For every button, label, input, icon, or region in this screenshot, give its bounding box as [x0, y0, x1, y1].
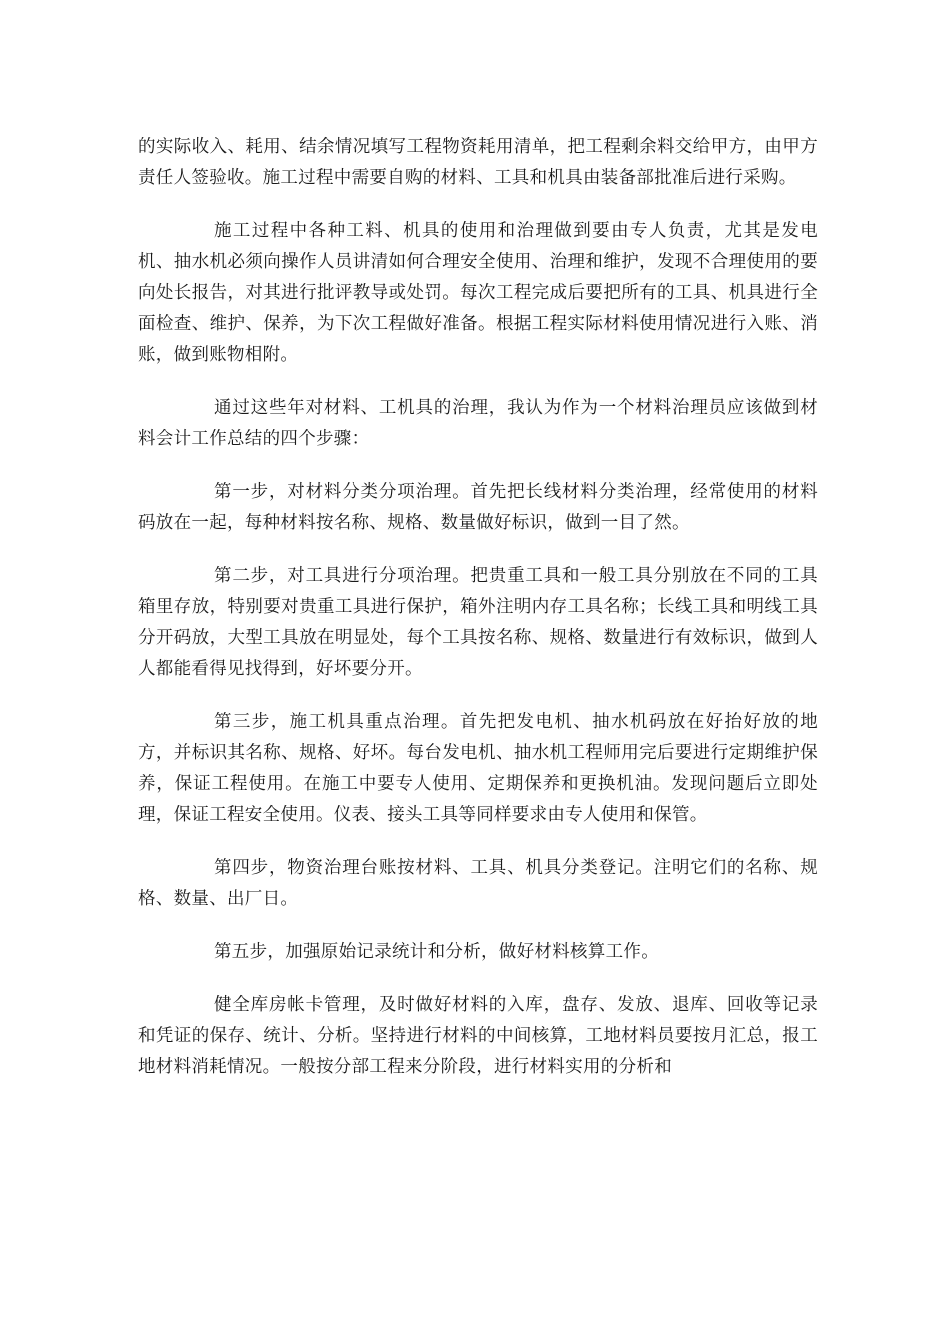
document-body	[138, 132, 818, 1083]
paragraph-6: 第三步，施工机具重点治理。首先把发电机、抽水机码放在好抬好放的地方，并标识其名称、规格、好坏。每台发电机、抽水机工程师用完后要进行定期维护保养，保证工程使用。在施工中要专人使用、定期保养和更换机油。发现问题后立即处理，保证工程安全使用。仪表、接头工具等同样要求由专人使用和保管。	[138, 712, 818, 825]
paragraph-2: 施工过程中各种工料、机具的使用和治理做到要由专人负责，尤其是发电机、抽水机必须向操作人员讲清如何合理安全使用、治理和维护，发现不合理使用的要向处长报告，对其进行批评教导或处罚。每次工程完成后要把所有的工具、机具进行全面检查、维护、保养，为下次工程做好准备。根据工程实际材料使用情况进行入账、消账，做到账物相附。	[138, 221, 818, 365]
paragraph-9: 健全库房帐卡管理，及时做好材料的入库，盘存、发放、退库、回收等记录和凭证的保存、统计、分析。坚持进行材料的中间核算，工地材料员要按月汇总，报工地材料消耗情况。一般按分部工程来分阶段，进行材料实用的分析和	[138, 995, 818, 1077]
paragraph-8: 第五步，加强原始记录统计和分析，做好材料核算工作。	[214, 942, 659, 962]
paragraph-7: 第四步，物资治理台账按材料、工具、机具分类登记。注明它们的名称、规格、数量、出厂日。	[138, 858, 818, 909]
paragraph-5: 第二步，对工具进行分项治理。把贵重工具和一般工具分别放在不同的工具箱里存放，特别要对贵重工具进行保护，箱外注明内存工具名称；长线工具和明线工具分开码放，大型工具放在明显处，每个工具按名称、规格、数量进行有效标识，做到人人都能看得见找得到，好坏要分开。	[138, 566, 818, 679]
paragraph-4: 第一步，对材料分类分项治理。首先把长线材料分类治理，经常使用的材料码放在一起，每种材料按名称、规格、数量做好标识，做到一目了然。	[138, 482, 818, 533]
paragraph-1: 的实际收入、耗用、结余情况填写工程物资耗用清单，把工程剩余料交给甲方，由甲方责任人签验收。施工过程中需要自购的材料、工具和机具由装备部批准后进行采购。	[138, 137, 818, 188]
paragraph-3: 通过这些年对材料、工机具的治理，我认为作为一个材料治理员应该做到材料会计工作总结的四个步骤：	[138, 398, 818, 449]
